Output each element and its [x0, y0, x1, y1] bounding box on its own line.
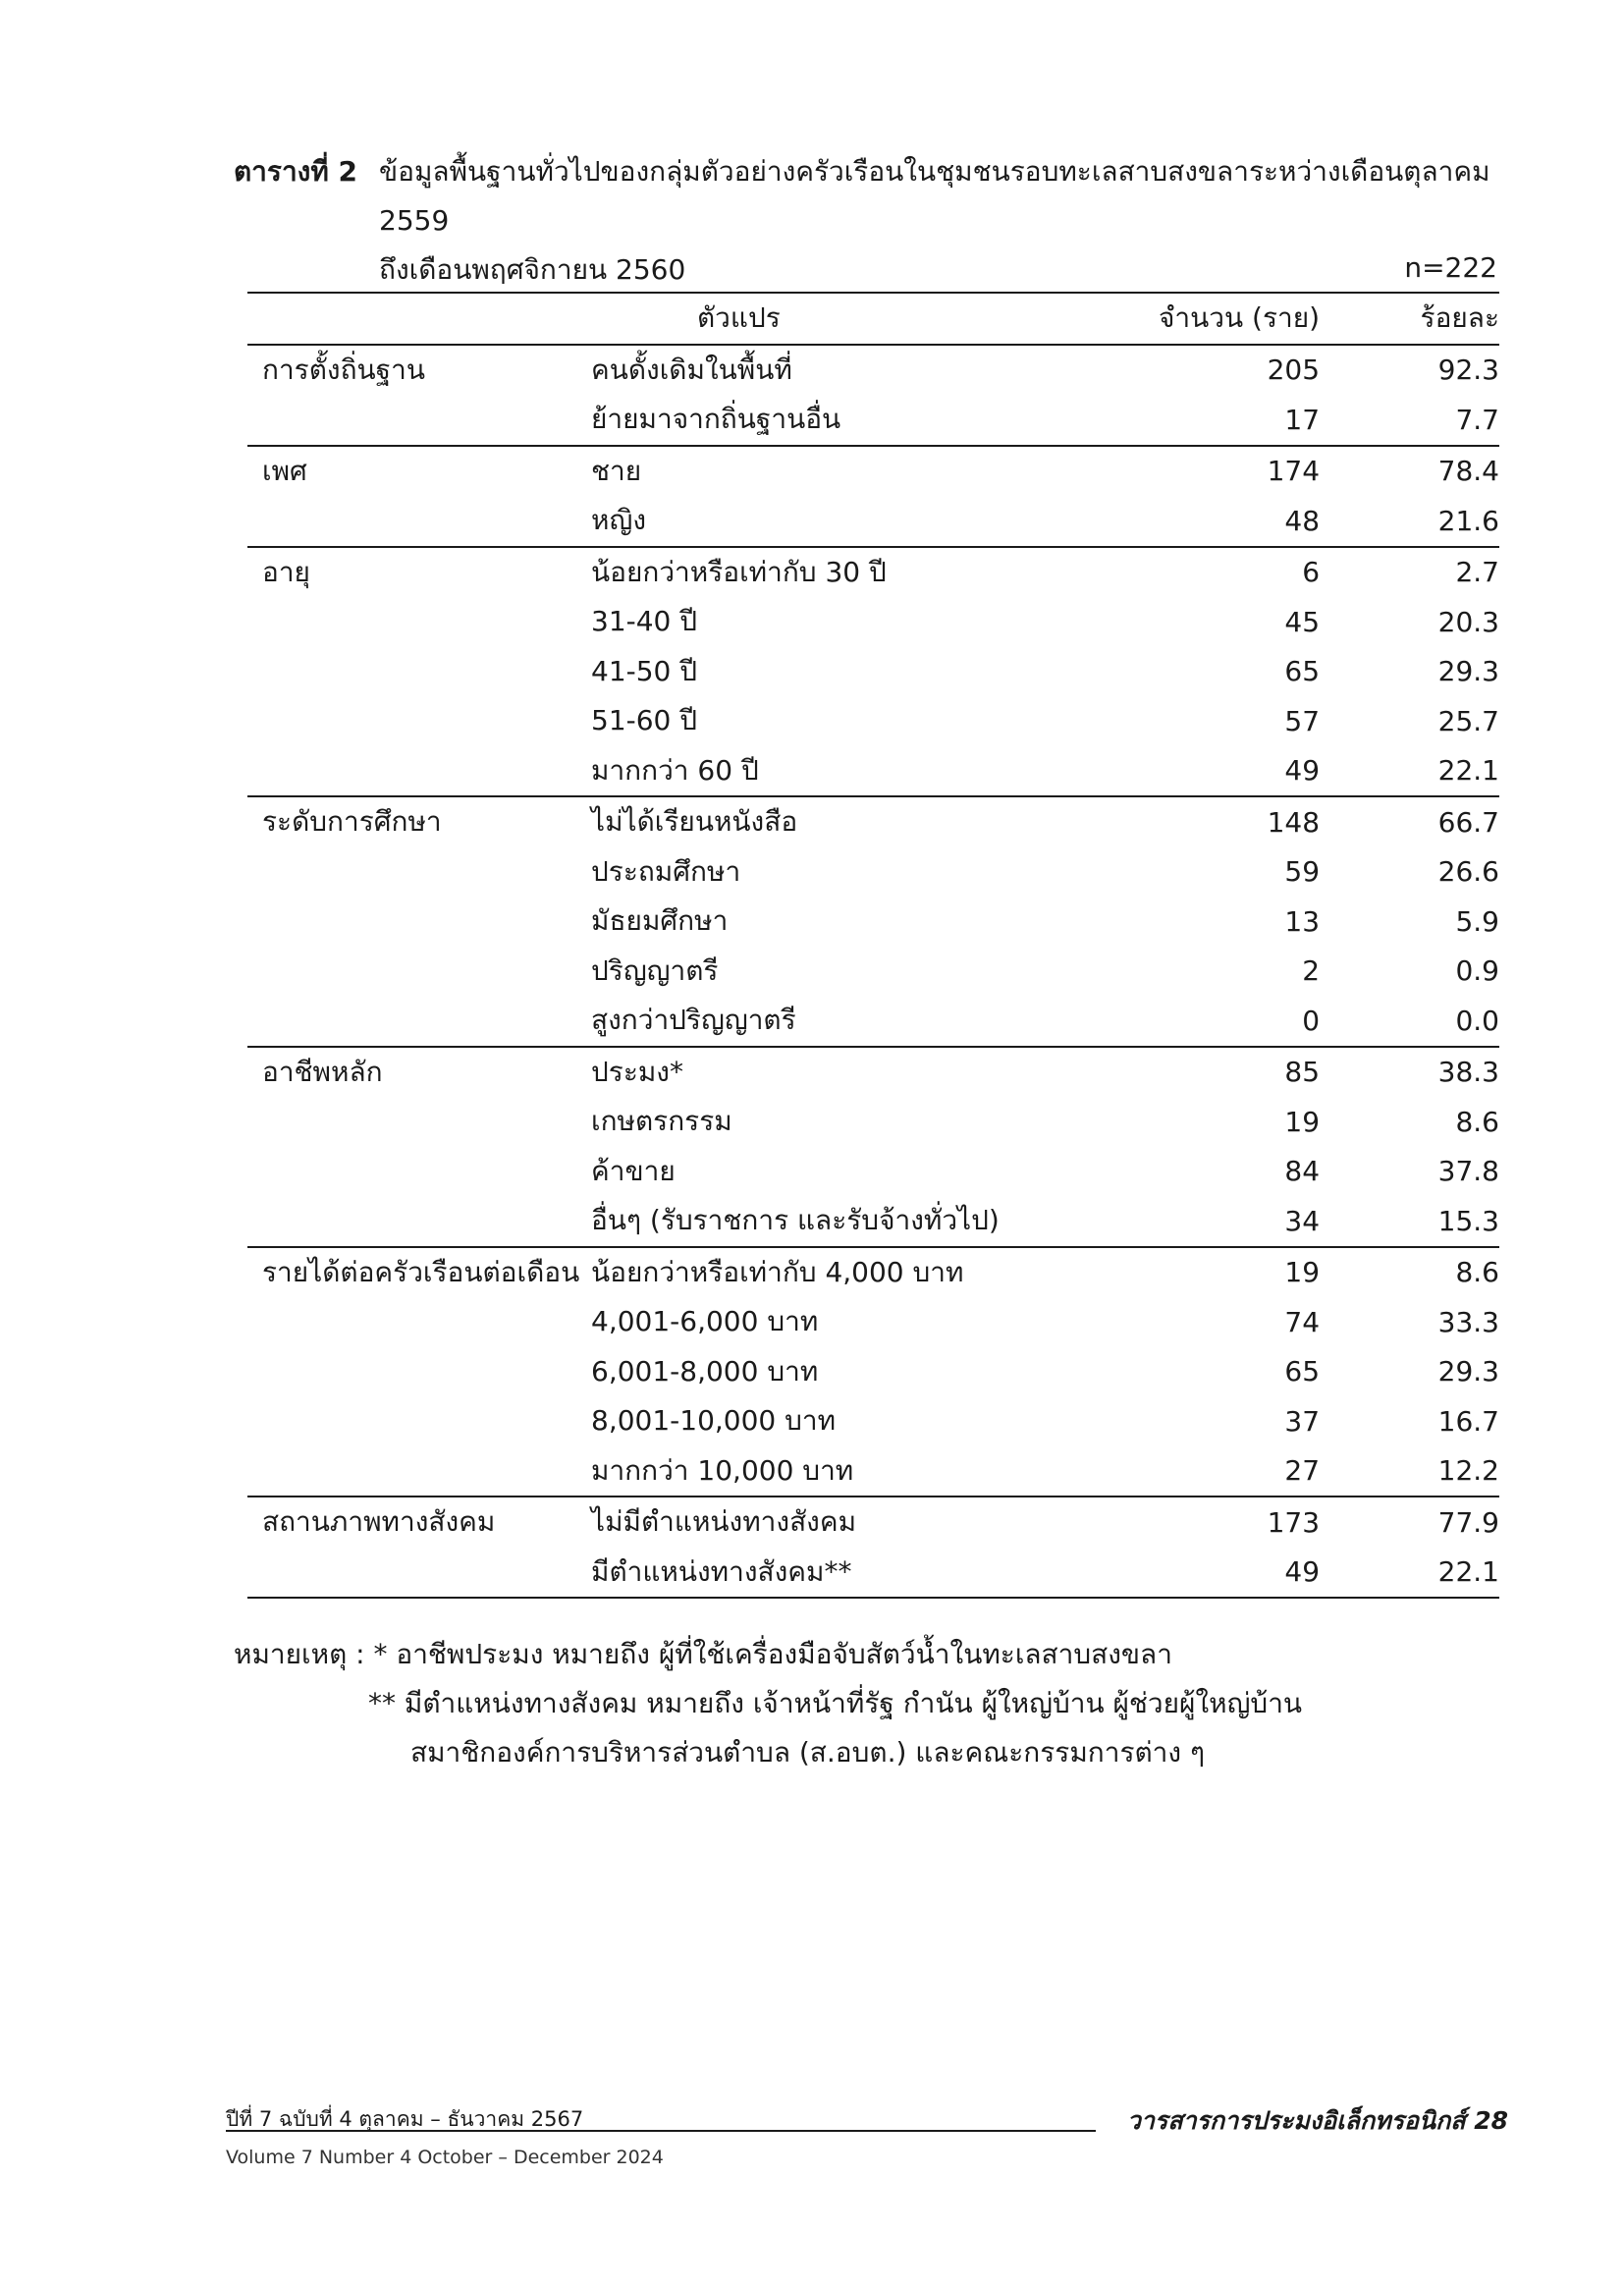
percent-cell: 22.1: [1437, 1555, 1499, 1589]
table-row: [247, 847, 1499, 898]
table-row: [247, 696, 1499, 746]
variable-cell: ไม่มีตำแหน่งทางสังคม: [591, 1505, 857, 1539]
variable-cell: มัธยมศึกษา: [591, 904, 729, 938]
percent-cell: 0.9: [1455, 954, 1499, 988]
count-cell: 6: [1302, 556, 1321, 589]
count-cell: 19: [1284, 1105, 1321, 1138]
table-row: [247, 796, 1499, 847]
variable-cell: 41-50 ปี: [591, 654, 698, 687]
percent-cell: 7.7: [1455, 403, 1499, 436]
table-row: [247, 395, 1499, 446]
group-name-cell: สถานภาพทางสังคม: [262, 1505, 496, 1539]
table-row: [247, 746, 1499, 797]
group-name-cell: อาชีพหลัก: [262, 1055, 383, 1088]
percent-cell: 25.7: [1437, 704, 1499, 737]
count-cell: 34: [1284, 1204, 1321, 1237]
percent-cell: 22.1: [1437, 754, 1499, 788]
group-name-cell: [247, 1347, 591, 1397]
variable-cell: ประมง*: [591, 1055, 683, 1088]
variable-cell: มีตำแหน่งทางสังคม**: [591, 1554, 852, 1588]
note-line-3: สมาชิกองค์การบริหารส่วนตำบล (ส.อบต.) และคณะกรรมการต่าง ๆ: [410, 1736, 1206, 1769]
header-variable: ตัวแปร: [697, 301, 781, 335]
table-group: [247, 547, 1499, 797]
group-name-cell: [247, 1147, 591, 1197]
variable-cell: ค้าขาย: [591, 1154, 676, 1187]
count-cell: 13: [1284, 904, 1321, 938]
variable-cell: เกษตรกรรม: [591, 1105, 732, 1138]
group-name-cell: การตั้งถิ่นฐาน: [262, 353, 425, 386]
count-cell: 37: [1284, 1404, 1321, 1438]
table-row: [247, 647, 1499, 697]
table-row: [247, 547, 1499, 598]
table-caption-line-1: ข้อมูลพื้นฐานทั่วไปของกลุ่มตัวอย่างครัวเรือนในชุมชนรอบทะเลสาบสงขลาระหว่างเดือนตุลาคม 2559: [379, 155, 1490, 237]
variable-cell: ปริญญาตรี: [591, 953, 719, 987]
group-name-cell: [247, 746, 591, 797]
table-row: [247, 1297, 1499, 1347]
note-line-2: ** มีตำแหน่งทางสังคม หมายถึง เจ้าหน้าที่รัฐ กำนัน ผู้ใหญ่บ้าน ผู้ช่วยผู้ใหญ่บ้าน: [368, 1687, 1303, 1719]
variable-cell: ชาย: [591, 454, 642, 487]
group-name-cell: [247, 897, 591, 947]
group-name-cell: [247, 395, 591, 446]
variable-cell: คนดั้งเดิมในพื้นที่: [591, 353, 792, 386]
footer-issue-english: Volume 7 Number 4 October – December 2024: [226, 2147, 664, 2168]
variable-cell: 6,001-8,000 บาท: [591, 1354, 819, 1388]
note-line-1: หมายเหตุ : * อาชีพประมง หมายถึง ผู้ที่ใช้เครื่องมือจับสัตว์น้ำในทะเลสาบสงขลา: [234, 1638, 1172, 1670]
percent-cell: 15.3: [1437, 1204, 1499, 1237]
percent-cell: 2.7: [1455, 556, 1499, 589]
percent-cell: 29.3: [1437, 655, 1499, 688]
table-row: [247, 597, 1499, 647]
variable-cell: อื่นๆ (รับราชการ และรับจ้างทั่วไป): [591, 1204, 1000, 1237]
group-name-cell: [247, 1548, 591, 1599]
table-row: [247, 947, 1499, 997]
count-cell: 49: [1284, 754, 1321, 788]
table-row: [247, 345, 1499, 396]
count-cell: 74: [1284, 1305, 1321, 1338]
header-count: จำนวน (ราย): [1159, 301, 1321, 335]
variable-cell: น้อยกว่าหรือเท่ากับ 30 ปี: [591, 555, 887, 588]
variable-cell: 31-40 ปี: [591, 605, 698, 638]
percent-cell: 37.8: [1437, 1155, 1499, 1188]
variable-cell: 8,001-10,000 บาท: [591, 1404, 837, 1438]
count-cell: 59: [1284, 855, 1321, 889]
footer-journal-page: วารสารการประมงอิเล็กทรอนิกส์ 28: [1126, 2106, 1508, 2135]
percent-cell: 20.3: [1437, 605, 1499, 638]
count-cell: 19: [1284, 1256, 1321, 1289]
table-row: [247, 1497, 1499, 1548]
group-name-cell: [247, 847, 591, 898]
household-data-table: [247, 292, 1499, 1599]
group-name-cell: [247, 1097, 591, 1147]
percent-cell: 92.3: [1437, 354, 1499, 387]
group-name-cell: [247, 496, 591, 547]
group-name-cell: [247, 597, 591, 647]
percent-cell: 33.3: [1437, 1305, 1499, 1338]
group-name-cell: เพศ: [262, 454, 307, 487]
table-row: [247, 1147, 1499, 1197]
table-header-row: [247, 293, 1499, 345]
table-caption-line-2: ถึงเดือนพฤศจิกายน 2560: [379, 253, 686, 286]
variable-cell: ประถมศึกษา: [591, 854, 741, 888]
table-row: [247, 496, 1499, 547]
table-row: [247, 1047, 1499, 1098]
table-row: [247, 1347, 1499, 1397]
group-name-cell: [247, 696, 591, 746]
table-row: [247, 1196, 1499, 1247]
variable-cell: 51-60 ปี: [591, 704, 698, 737]
percent-cell: 29.3: [1437, 1355, 1499, 1388]
count-cell: 173: [1267, 1505, 1321, 1539]
percent-cell: 21.6: [1437, 504, 1499, 537]
percent-cell: 5.9: [1455, 904, 1499, 938]
count-cell: 48: [1284, 504, 1321, 537]
percent-cell: 0.0: [1455, 1004, 1499, 1037]
table-group: [247, 796, 1499, 1047]
table-group: [247, 446, 1499, 547]
count-cell: 0: [1302, 1004, 1321, 1037]
table-row: [247, 897, 1499, 947]
variable-cell: มากกว่า 10,000 บาท: [591, 1453, 854, 1487]
table-group: [247, 345, 1499, 446]
variable-cell: ไม่ได้เรียนหนังสือ: [591, 805, 798, 839]
count-cell: 17: [1284, 403, 1321, 436]
percent-cell: 12.2: [1437, 1454, 1499, 1488]
count-cell: 65: [1284, 655, 1321, 688]
group-name-cell: [247, 647, 591, 697]
count-cell: 45: [1284, 605, 1321, 638]
table-row: [247, 1548, 1499, 1599]
group-name-cell: [247, 1396, 591, 1446]
table-group: [247, 1247, 1499, 1497]
percent-cell: 78.4: [1437, 455, 1499, 488]
count-cell: 148: [1267, 805, 1321, 839]
percent-cell: 77.9: [1437, 1505, 1499, 1539]
count-cell: 85: [1284, 1056, 1321, 1089]
count-cell: 205: [1267, 354, 1321, 387]
table-row: [247, 1446, 1499, 1497]
count-cell: 27: [1284, 1454, 1321, 1488]
count-cell: 2: [1302, 954, 1321, 988]
count-cell: 174: [1267, 455, 1321, 488]
percent-cell: 38.3: [1437, 1056, 1499, 1089]
variable-cell: 4,001-6,000 บาท: [591, 1305, 819, 1338]
percent-cell: 16.7: [1437, 1404, 1499, 1438]
count-cell: 49: [1284, 1555, 1321, 1589]
variable-cell: ย้ายมาจากถิ่นฐานอื่น: [591, 403, 841, 436]
footer-rule: [226, 2130, 1096, 2132]
count-cell: 84: [1284, 1155, 1321, 1188]
count-cell: 65: [1284, 1355, 1321, 1388]
table-caption-label: ตารางที่ 2: [234, 155, 358, 188]
percent-cell: 66.7: [1437, 805, 1499, 839]
group-name-cell: ระดับการศึกษา: [262, 805, 442, 839]
table-row: [247, 1097, 1499, 1147]
percent-cell: 26.6: [1437, 855, 1499, 889]
count-cell: 57: [1284, 704, 1321, 737]
percent-cell: 8.6: [1455, 1105, 1499, 1138]
table-group: [247, 1497, 1499, 1598]
variable-cell: มากกว่า 60 ปี: [591, 753, 759, 787]
group-name-cell: [247, 1196, 591, 1247]
group-name-cell: [247, 1446, 591, 1497]
variable-cell: สูงกว่าปริญญาตรี: [591, 1004, 796, 1037]
variable-cell: หญิง: [591, 504, 646, 537]
group-name-cell: [247, 996, 591, 1047]
group-name-cell: [247, 1297, 591, 1347]
group-name-cell: อายุ: [262, 555, 310, 588]
footer-issue-thai: ปีที่ 7 ฉบับที่ 4 ตุลาคม – ธันวาคม 2567: [226, 2107, 584, 2131]
table-row: [247, 446, 1499, 497]
group-name-cell: [247, 947, 591, 997]
table-row: [247, 1247, 1499, 1298]
table-group: [247, 1047, 1499, 1247]
group-name-cell: รายได้ต่อครัวเรือนต่อเดือน: [262, 1255, 580, 1288]
header-group-cell: [247, 293, 591, 345]
table-row: [247, 1396, 1499, 1446]
variable-cell: น้อยกว่าหรือเท่ากับ 4,000 บาท: [591, 1255, 964, 1288]
table-row: [247, 996, 1499, 1047]
header-percent: ร้อยละ: [1420, 301, 1499, 335]
percent-cell: 8.6: [1455, 1256, 1499, 1289]
sample-size-note: n=222: [1404, 251, 1497, 284]
